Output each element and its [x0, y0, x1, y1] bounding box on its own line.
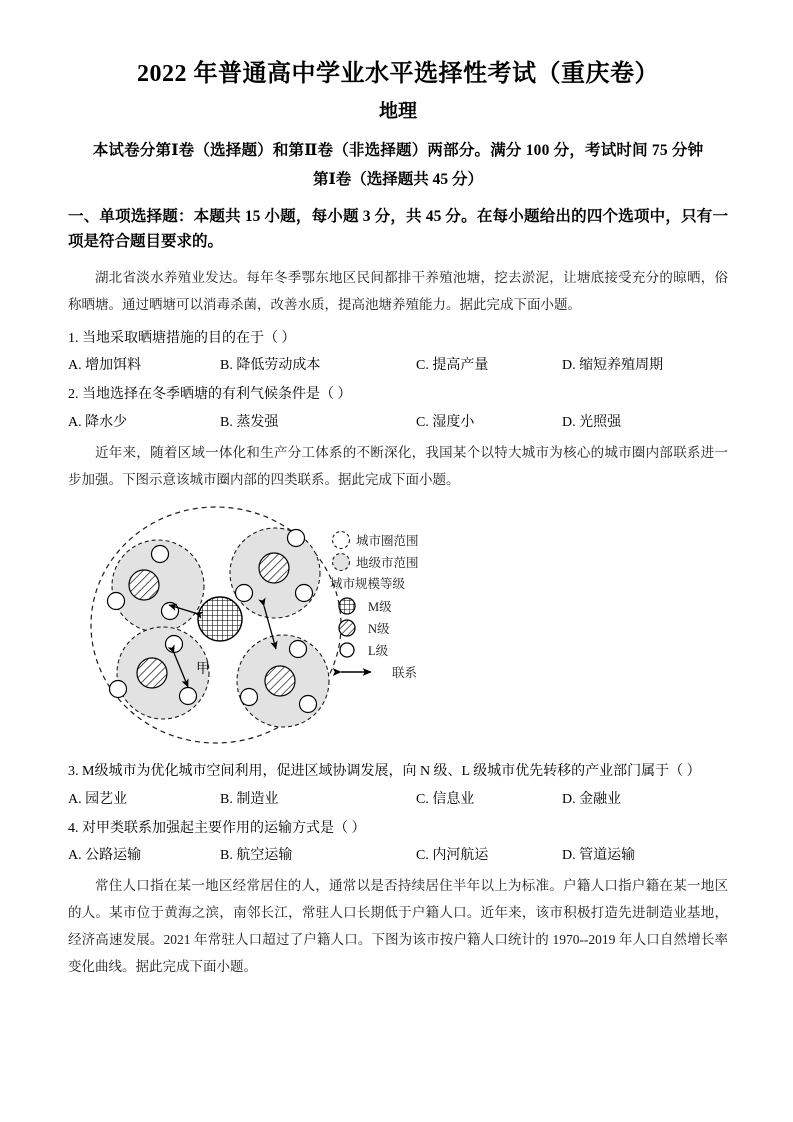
- question-2: [68, 382, 728, 409]
- l-level-city: [241, 688, 258, 705]
- l-level-city: [300, 695, 317, 712]
- question-4-options: [68, 842, 728, 870]
- double-arrow-icon: [330, 665, 382, 679]
- question-1-option-c[interactable]: C. 提高产量: [416, 358, 489, 374]
- l-level-city: [296, 584, 313, 601]
- subject-title: 地理: [378, 101, 417, 123]
- hatched-circle-icon: [330, 618, 364, 638]
- jia-label: 甲: [196, 661, 210, 677]
- n-level-city: [259, 553, 289, 583]
- l-level-city: [108, 592, 125, 609]
- question-1: [68, 326, 728, 353]
- question-3: [68, 759, 728, 786]
- legend-l-level-label: L级: [368, 643, 389, 658]
- question-2-option-c[interactable]: C. 湿度小: [416, 414, 475, 430]
- legend-link-label: 联系: [392, 665, 418, 680]
- question-2-stem: 当地选择在冬季晒塘的有利气候条件是（ ）: [82, 387, 352, 403]
- question-2-option-a[interactable]: A. 降水少: [68, 414, 128, 430]
- legend-prefecture-range-label: 地级市范围: [356, 555, 419, 570]
- legend-city-circle-range-label: 城市圈范围: [356, 533, 419, 548]
- question-4-option-b[interactable]: B. 航空运输: [220, 848, 293, 864]
- question-4-option-a[interactable]: A. 公路运输: [68, 848, 142, 864]
- open-circle-icon: [330, 640, 364, 660]
- n-level-city: [129, 570, 159, 600]
- question-3-option-a[interactable]: A. 园艺业: [68, 791, 128, 807]
- legend-scale-title: 城市规模等级: [330, 576, 406, 591]
- legend-prefecture-range: [330, 551, 470, 573]
- dashed-circle-icon: [330, 530, 356, 550]
- question-4-option-d[interactable]: D. 管道运输: [562, 848, 636, 864]
- legend-l-level: [330, 639, 470, 661]
- section-heading: 第Ⅰ卷（选择题共 45 分）: [312, 171, 483, 189]
- question-1-option-b[interactable]: B. 降低劳动成本: [220, 358, 321, 374]
- question-2-option-d[interactable]: D. 光照强: [562, 414, 622, 430]
- gray-dashed-circle-icon: [330, 552, 356, 572]
- page-content: [68, 58, 728, 988]
- question-4: [68, 816, 728, 843]
- question-2-options: [68, 409, 728, 437]
- prefecture-region-bottom-right: [237, 635, 329, 727]
- passage-2: 近年来，随着区域一体化和生产分工体系的不断深化，我国某个以特大城市为核心的城市圈内部联系进一步加强。下图示意该城市圈内部的四类联系。据此完成下面小题。: [68, 444, 728, 487]
- passage-1: 湖北省淡水养殖业发达。每年冬季鄂东地区民间都排干养殖池塘，挖去淤泥，让塘底接受充分的晾晒，俗称晒塘。通过晒塘可以消毒杀菌，改善水质，提高池塘养殖能力。据此完成下面小题。: [68, 269, 728, 312]
- question-1-stem: 当地采取晒塘措施的目的在于（ ）: [82, 330, 296, 346]
- question-3-number: 3.: [68, 763, 79, 779]
- question-2-number: 2.: [68, 387, 79, 403]
- question-3-option-c[interactable]: C. 信息业: [416, 791, 475, 807]
- exam-note: 本试卷分第Ⅰ卷（选择题）和第Ⅱ卷（非选择题）两部分。满分 100 分，考试时间 75 分钟: [92, 142, 704, 160]
- legend-m-level: [330, 595, 470, 617]
- question-1-number: 1.: [68, 330, 79, 346]
- l-level-city: [180, 687, 197, 704]
- legend-n-level: [330, 617, 470, 639]
- question-4-option-c[interactable]: C. 内河航运: [416, 848, 489, 864]
- n-level-city: [137, 658, 167, 688]
- passage-3: 常住人口指在某一地区经常居住的人，通常以是否持续居住半年以上为标准。户籍人口指户籍在某一地区的人。某市位于黄海之滨，南邻长江，常驻人口长期低于户籍人口。近年来，该市积极打造先进制造业基地，经济高速发展。2021 年常驻人口超过了户籍人口。下图为该市按户籍人口统计的 1970--2019 年人口自然增长率变化曲线。据此完成下面小题。: [68, 878, 728, 975]
- l-level-city: [166, 635, 183, 652]
- l-level-city: [290, 640, 307, 657]
- m-level-core-city: [198, 597, 242, 641]
- question-2-option-b[interactable]: B. 蒸发强: [220, 414, 279, 430]
- prefecture-region-top-right: [230, 528, 320, 618]
- prefecture-region-top-left: [108, 540, 205, 632]
- l-level-city: [152, 545, 169, 562]
- part-one-instruction: 一、单项选择题：本题共 15 小题，每小题 3 分，共 45 分。在每小题给出的四个选项中，只有一项是符合题目要求的。: [68, 207, 728, 250]
- question-4-stem: 对甲类联系加强起主要作用的运输方式是（ ）: [82, 820, 366, 836]
- grid-circle-icon: [330, 596, 364, 616]
- question-3-stem: M级城市为优化城市空间利用，促进区域协调发展，向 N 级、L 级城市优先转移的产业部门属于（ ）: [82, 763, 701, 779]
- question-3-option-d[interactable]: D. 金融业: [562, 791, 622, 807]
- city-circle-figure: [68, 501, 728, 751]
- legend-n-level-label: N级: [368, 621, 390, 636]
- exam-title: 2022 年普通高中学业水平选择性考试（重庆卷）: [137, 61, 659, 87]
- l-level-city: [288, 529, 305, 546]
- n-level-city: [265, 666, 295, 696]
- question-4-number: 4.: [68, 820, 79, 836]
- legend-city-circle-range: [330, 529, 470, 551]
- question-1-option-d[interactable]: D. 缩短养殖周期: [562, 358, 664, 374]
- question-3-option-b[interactable]: B. 制造业: [220, 791, 279, 807]
- l-level-city: [236, 584, 253, 601]
- question-1-options: [68, 352, 728, 380]
- figure-legend: [330, 529, 470, 683]
- legend-link: [330, 661, 470, 683]
- question-1-option-a[interactable]: A. 增加饵料: [68, 358, 142, 374]
- question-3-options: [68, 786, 728, 814]
- l-level-city: [110, 680, 127, 697]
- legend-m-level-label: M级: [368, 599, 392, 614]
